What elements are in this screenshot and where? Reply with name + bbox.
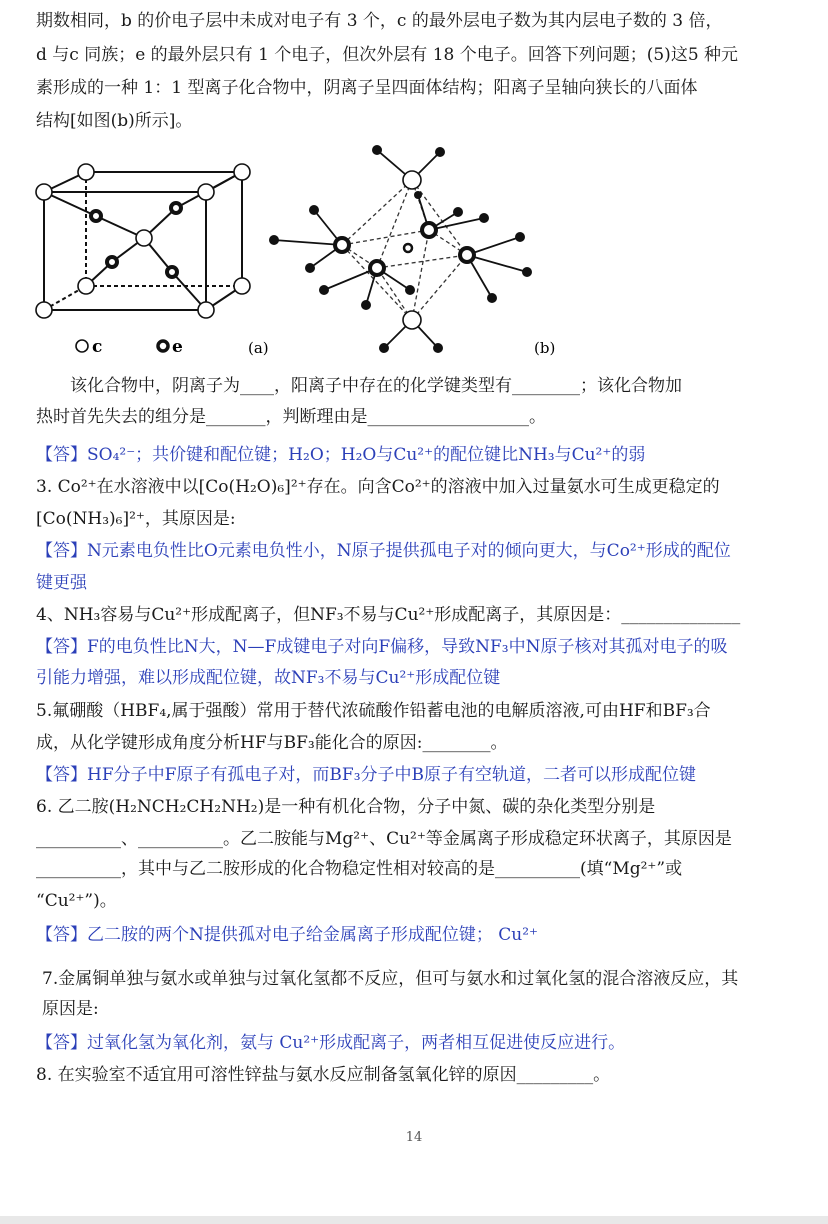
figure-a-crystal-cell bbox=[30, 150, 290, 365]
q5-question-line-1: 该化合物中，阴离子为____，阳离子中存在的化学键类型有________；该化合物加 bbox=[70, 376, 682, 396]
page-bottom-divider bbox=[0, 1216, 828, 1224]
figure-b-label: (b) bbox=[534, 339, 556, 357]
q8-question-line-1: 8. 在实验室不适宜用可溶性锌盐与氨水反应制备氢氧化锌的原因_________。 bbox=[36, 1065, 611, 1085]
q6-question-line-3: __________，其中与乙二胺形成的化合物稳定性相对较高的是__________(填“Mg²⁺”或 bbox=[36, 859, 683, 879]
q6-answer: 【答】乙二胺的两个N提供孤对电子给金属离子形成配位键； Cu²⁺ bbox=[36, 925, 539, 945]
intro-line-3: 素形成的一种 1：1 型离子化合物中，阴离子呈四面体结构；阳离子呈轴向狭长的八面体 bbox=[36, 78, 698, 98]
figure-b-octahedral-ion bbox=[262, 140, 572, 365]
intro-line-1: 期数相同，b 的价电子层中未成对电子有 3 个，c 的最外层电子数为其内层电子数的 3 倍， bbox=[36, 11, 723, 31]
q5-question-line-2: 热时首先失去的组分是_______，判断理由是___________________。 bbox=[36, 407, 546, 427]
q5b-question-line-1: 5.氟硼酸（HBF₄,属于强酸）常用于替代浓硫酸作铅蓄电池的电解质溶液,可由HF和BF₃合 bbox=[36, 701, 711, 721]
q4-question-line-1: 4、NH₃容易与Cu²⁺形成配离子，但NF₃不易与Cu²⁺形成配离子，其原因是：______________ bbox=[36, 605, 741, 625]
q7-answer: 【答】过氧化氢为氧化剂，氨与 Cu²⁺形成配离子，两者相互促进使反应进行。 bbox=[36, 1033, 626, 1053]
legend-e-label: e bbox=[172, 337, 183, 357]
page-number: 14 bbox=[405, 1130, 423, 1145]
q7-question-line-1: 7.金属铜单独与氨水或单独与过氧化氢都不反应，但可与氨水和过氧化氢的混合溶液反应，其 bbox=[42, 969, 739, 989]
q3-answer-line-2: 键更强 bbox=[36, 573, 87, 593]
q6-question-line-4: “Cu²⁺”)。 bbox=[36, 891, 117, 911]
legend-c-label: c bbox=[92, 337, 103, 357]
q6-question-line-2: __________、__________。乙二胺能与Mg²⁺、Cu²⁺等金属离子形成稳定环状离子，其原因是 bbox=[36, 829, 732, 849]
legend-e-circle-icon bbox=[158, 341, 168, 351]
legend-c-circle-icon bbox=[76, 340, 88, 352]
q7-question-line-2: 原因是: bbox=[42, 999, 99, 1019]
q5b-answer: 【答】HF分子中F原子有孤电子对，而BF₃分子中B原子有空轨道，二者可以形成配位键 bbox=[36, 765, 697, 785]
q4-answer-line-2: 引能力增强，难以形成配位键，故NF₃不易与Cu²⁺形成配位键 bbox=[36, 668, 501, 688]
q6-question-line-1: 6. 乙二胺(H₂NCH₂CH₂NH₂)是一种有机化合物，分子中氮、碳的杂化类型分别是 bbox=[36, 797, 656, 817]
q5-answer: 【答】SO₄²⁻；共价键和配位键；H₂O；H₂O与Cu²⁺的配位键比NH₃与Cu²⁺的弱 bbox=[36, 445, 646, 465]
intro-line-2: d 与c 同族；e 的最外层只有 1 个电子，但次外层有 18 个电子。回答下列问题；(5)这5 种元 bbox=[36, 45, 739, 65]
q4-answer-line-1: 【答】F的电负性比N大，N—F成键电子对向F偏移，导致NF₃中N原子核对其孤对电子的吸 bbox=[36, 637, 728, 657]
q3-answer-line-1: 【答】N元素电负性比O元素电负性小，N原子提供孤电子对的倾向更大，与Co²⁺形成的配位 bbox=[36, 541, 731, 561]
figure-a-label: (a) bbox=[248, 339, 269, 357]
intro-line-4: 结构[如图(b)所示]。 bbox=[36, 111, 193, 131]
q3-question-line-1: 3. Co²⁺在水溶液中以[Co(H₂O)₆]²⁺存在。向含Co²⁺的溶液中加入过量氨水可生成更稳定的 bbox=[36, 477, 720, 497]
q3-question-line-2: [Co(NH₃)₆]²⁺，其原因是: bbox=[36, 509, 236, 529]
q5b-question-line-2: 成，从化学键形成角度分析HF与BF₃能化合的原因:________。 bbox=[36, 733, 508, 753]
